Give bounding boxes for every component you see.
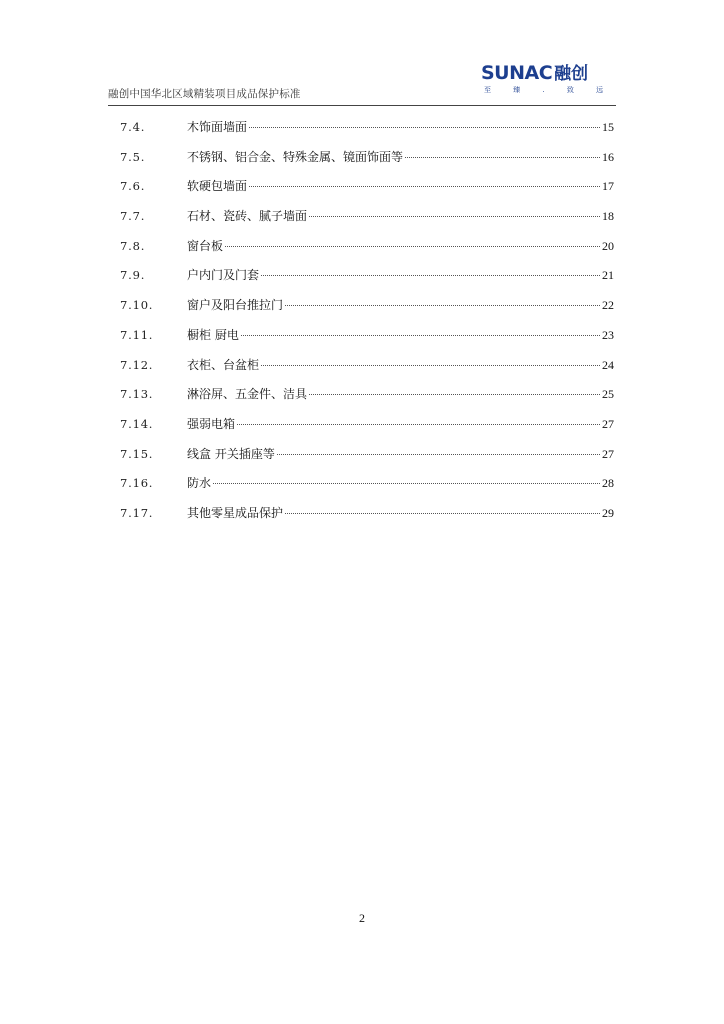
toc-entry-number: 7.4. bbox=[120, 120, 146, 134]
toc-entry[interactable] bbox=[120, 321, 614, 351]
toc-entry[interactable] bbox=[120, 410, 614, 440]
toc-entry[interactable] bbox=[120, 113, 614, 143]
toc-dot-leader bbox=[249, 127, 600, 128]
toc-entry-title: 橱柜 厨电 bbox=[187, 327, 239, 342]
logo-wordmark: SUNAC bbox=[481, 62, 553, 84]
table-of-contents bbox=[120, 113, 614, 529]
toc-entry[interactable] bbox=[120, 291, 614, 321]
toc-entry-number: 7.9. bbox=[120, 268, 146, 283]
toc-entry-page: 18 bbox=[602, 209, 614, 224]
toc-entry-title: 窗户及阳台推拉门 bbox=[187, 298, 284, 313]
toc-entry-title: 淋浴屏、五金件、洁具 bbox=[187, 387, 308, 402]
toc-entry-page: 27 bbox=[602, 446, 614, 461]
toc-entry-title: 软硬包墙面 bbox=[187, 179, 248, 194]
toc-entry-title: 不锈钢、铝合金、特殊金属、镜面饰面等 bbox=[187, 149, 404, 164]
toc-entry-number: 7.13. bbox=[120, 387, 154, 402]
toc-dot-leader bbox=[237, 424, 600, 425]
logo-slogan: 至 臻 . 致 远 bbox=[484, 86, 614, 94]
toc-entry-number: 7.15. bbox=[120, 446, 154, 461]
sunac-logo bbox=[481, 62, 614, 98]
toc-entry-title: 衣柜、台盆柜 bbox=[187, 357, 260, 372]
toc-dot-leader bbox=[261, 275, 600, 276]
toc-entry-page: 28 bbox=[602, 476, 614, 491]
toc-entry-page: 22 bbox=[602, 298, 614, 313]
toc-dot-leader bbox=[249, 186, 600, 187]
page-number: 2 bbox=[359, 911, 365, 925]
toc-entry-page: 23 bbox=[602, 327, 614, 342]
toc-dot-leader bbox=[285, 513, 600, 514]
toc-dot-leader bbox=[309, 394, 600, 395]
logo-chinese-mark: 融创 bbox=[554, 64, 589, 84]
header-divider bbox=[108, 105, 616, 106]
toc-dot-leader bbox=[241, 335, 600, 336]
toc-entry-title: 防水 bbox=[187, 476, 212, 491]
toc-entry-number: 7.17. bbox=[120, 505, 154, 520]
toc-entry-page: 24 bbox=[602, 357, 614, 372]
toc-entry-number: 7.7. bbox=[120, 209, 146, 224]
toc-dot-leader bbox=[309, 216, 600, 217]
toc-entry[interactable] bbox=[120, 172, 614, 202]
toc-entry-number: 7.6. bbox=[120, 179, 146, 194]
toc-dot-leader bbox=[277, 454, 600, 455]
toc-entry-page: 21 bbox=[602, 268, 614, 283]
toc-entry-page: 17 bbox=[602, 179, 614, 194]
toc-entry-number: 7.16. bbox=[120, 476, 154, 491]
toc-entry-page: 27 bbox=[602, 416, 614, 431]
toc-entry[interactable] bbox=[120, 202, 614, 232]
toc-entry-page: 16 bbox=[602, 149, 614, 164]
toc-entry-title: 其他零星成品保护 bbox=[187, 505, 284, 520]
toc-entry[interactable] bbox=[120, 440, 614, 470]
toc-entry-title: 户内门及门套 bbox=[187, 268, 260, 283]
toc-entry-number: 7.12. bbox=[120, 357, 154, 372]
toc-entry-page: 15 bbox=[602, 120, 614, 134]
toc-entry[interactable] bbox=[120, 261, 614, 291]
toc-entry-page: 29 bbox=[602, 505, 614, 520]
toc-dot-leader bbox=[405, 157, 600, 158]
toc-entry-number: 7.10. bbox=[120, 298, 154, 313]
toc-entry-title: 强弱电箱 bbox=[187, 416, 236, 431]
toc-entry-number: 7.11. bbox=[120, 327, 154, 342]
toc-entry[interactable] bbox=[120, 143, 614, 173]
toc-entry[interactable] bbox=[120, 499, 614, 529]
toc-entry-title: 窗台板 bbox=[187, 238, 224, 253]
toc-entry-page: 20 bbox=[602, 238, 614, 253]
toc-entry[interactable] bbox=[120, 469, 614, 499]
toc-entry-title: 线盒 开关插座等 bbox=[187, 446, 275, 461]
toc-entry[interactable] bbox=[120, 380, 614, 410]
toc-dot-leader bbox=[225, 246, 600, 247]
toc-dot-leader bbox=[261, 365, 600, 366]
document-header-title: 融创中国华北区域精装项目成品保护标准 bbox=[108, 88, 301, 100]
toc-entry-title: 石材、瓷砖、腻子墙面 bbox=[187, 209, 308, 224]
toc-entry-number: 7.5. bbox=[120, 149, 146, 164]
toc-entry-number: 7.8. bbox=[120, 238, 146, 253]
toc-dot-leader bbox=[285, 305, 600, 306]
toc-entry[interactable] bbox=[120, 232, 614, 262]
toc-dot-leader bbox=[213, 483, 600, 484]
toc-entry[interactable] bbox=[120, 351, 614, 381]
toc-entry-title: 木饰面墙面 bbox=[187, 120, 248, 134]
toc-entry-number: 7.14. bbox=[120, 416, 154, 431]
toc-entry-page: 25 bbox=[602, 387, 614, 402]
